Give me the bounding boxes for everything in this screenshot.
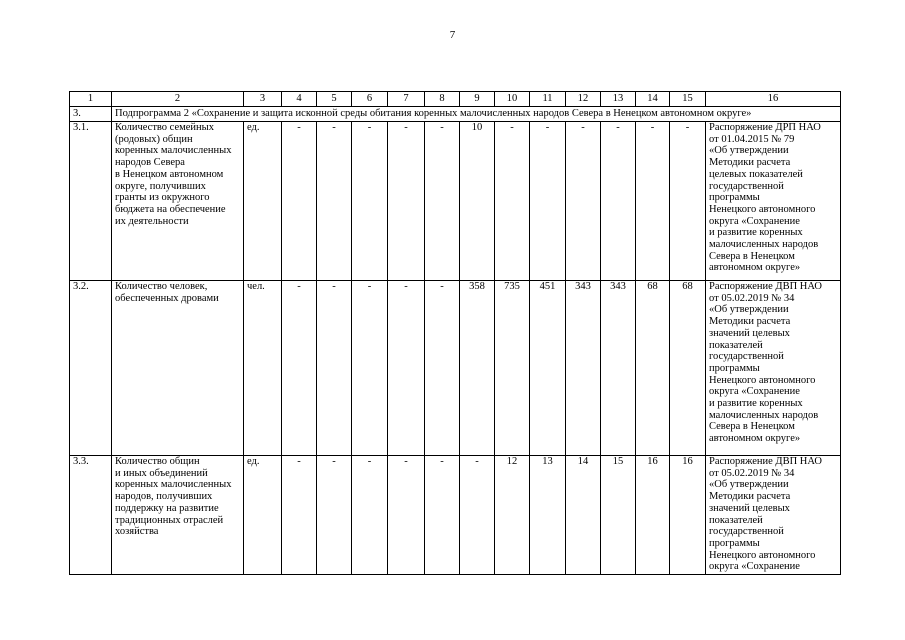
indicator-name-line: бюджета на обеспечение [115, 203, 226, 215]
indicator-name-line: в Ненецком автономном [115, 168, 224, 180]
source-line: значений целевых [709, 502, 790, 514]
indicator-row [70, 456, 841, 575]
value-cell: - [282, 281, 317, 456]
source-line: значений целевых [709, 327, 790, 339]
value-cell: - [352, 122, 388, 281]
source-line: Методики расчета [709, 316, 791, 328]
value-cell: - [566, 122, 601, 281]
value-cell: - [530, 122, 566, 281]
value-cell: 68 [670, 281, 706, 456]
source-document [706, 456, 841, 575]
row-number: 3.3. [70, 456, 112, 575]
indicator-name-line: традиционных отраслей [115, 514, 224, 526]
source-line: от 05.02.2019 № 34 [709, 292, 795, 304]
indicator-name-line: Количество человек, [115, 281, 208, 292]
column-header: 14 [636, 92, 670, 107]
source-line: Распоряжение ДВП НАО [709, 456, 823, 467]
indicator-name-line: Количество семейных [115, 122, 214, 133]
indicator-row [70, 122, 841, 281]
indicator-name [112, 281, 244, 456]
source-document [706, 122, 841, 281]
column-header-row [70, 92, 841, 107]
source-line: Методики расчета [709, 157, 791, 169]
value-cell: 12 [495, 456, 530, 575]
value-cell: 68 [636, 281, 670, 456]
source-document [706, 281, 841, 456]
value-cell: 16 [670, 456, 706, 575]
value-cell: - [282, 456, 317, 575]
source-line: Ненецкого автономного [709, 374, 816, 386]
source-line: Методики расчета [709, 491, 791, 503]
value-cell: - [282, 122, 317, 281]
indicator-name-line: и иных объединений [115, 467, 208, 479]
source-line: Севера в Ненецком [709, 421, 795, 433]
value-cell: - [317, 281, 352, 456]
indicator-name-line: народов Севера [115, 157, 185, 169]
column-header: 12 [566, 92, 601, 107]
source-line: государственной [709, 526, 784, 538]
indicator-name-line: округе, получивших [115, 180, 206, 192]
source-line: программы [709, 362, 760, 374]
indicators-table [69, 91, 841, 575]
source-line: «Об утверждении [709, 304, 789, 316]
value-cell: - [495, 122, 530, 281]
indicator-name [112, 122, 244, 281]
value-cell: 14 [566, 456, 601, 575]
source-line: округа «Сохранение [709, 386, 800, 398]
source-line: автономном округе» [709, 262, 801, 274]
source-line: округа «Сохранение [709, 561, 800, 573]
source-line: от 01.04.2015 № 79 [709, 133, 795, 145]
source-line: показателей [709, 514, 763, 526]
value-cell: - [388, 456, 425, 575]
table-body [70, 92, 841, 575]
source-line: «Об утверждении [709, 145, 789, 157]
value-cell: 10 [460, 122, 495, 281]
value-cell: 13 [530, 456, 566, 575]
subprogram-title: Подпрограмма 2 «Сохранение и защита исконной среды обитания коренных малочисленных народов Севера в Ненецком автономном округе» [112, 107, 841, 122]
source-line: и развитие коренных [709, 398, 803, 410]
source-line: «Об утверждении [709, 479, 789, 491]
column-header: 9 [460, 92, 495, 107]
source-line: государственной [709, 180, 784, 192]
source-line: Распоряжение ДВП НАО [709, 281, 823, 292]
row-number: 3.1. [70, 122, 112, 281]
indicator-name-line: поддержку на развитие [115, 502, 219, 514]
source-line: от 05.02.2019 № 34 [709, 467, 795, 479]
source-line: малочисленных народов [709, 409, 819, 421]
indicator-name-line: коренных малочисленных [115, 145, 232, 157]
column-header: 13 [601, 92, 636, 107]
source-line: малочисленных народов [709, 239, 819, 251]
value-cell: 343 [566, 281, 601, 456]
value-cell: - [670, 122, 706, 281]
indicator-name-line: коренных малочисленных [115, 479, 232, 491]
value-cell: 451 [530, 281, 566, 456]
column-header: 7 [388, 92, 425, 107]
value-cell: - [317, 456, 352, 575]
value-cell: 343 [601, 281, 636, 456]
source-line: и развитие коренных [709, 227, 803, 239]
value-cell: 735 [495, 281, 530, 456]
indicator-name-line: (родовых) общин [115, 133, 193, 145]
indicator-name-line: народов, получивших [115, 491, 213, 503]
unit-cell: ед. [244, 456, 282, 575]
value-cell: - [425, 281, 460, 456]
value-cell: - [317, 122, 352, 281]
column-header: 16 [706, 92, 841, 107]
indicator-name-line: их деятельности [115, 215, 189, 227]
unit-cell: ед. [244, 122, 282, 281]
value-cell: - [460, 456, 495, 575]
column-header: 3 [244, 92, 282, 107]
value-cell: - [388, 122, 425, 281]
column-header: 6 [352, 92, 388, 107]
value-cell: - [425, 122, 460, 281]
column-header: 2 [112, 92, 244, 107]
indicator-name-line: Количество общин [115, 456, 200, 467]
column-header: 15 [670, 92, 706, 107]
indicator-name-line: хозяйства [115, 526, 159, 538]
column-header: 5 [317, 92, 352, 107]
value-cell: 15 [601, 456, 636, 575]
value-cell: - [636, 122, 670, 281]
source-line: округа «Сохранение [709, 215, 800, 227]
source-line: целевых показателей [709, 168, 803, 180]
value-cell: - [388, 281, 425, 456]
value-cell: - [352, 281, 388, 456]
indicator-name-line: обеспеченных дровами [115, 292, 219, 304]
value-cell: - [425, 456, 460, 575]
indicator-row [70, 281, 841, 456]
indicator-name-line: гранты из окружного [115, 192, 210, 204]
column-header: 8 [425, 92, 460, 107]
column-header: 4 [282, 92, 317, 107]
row-number: 3.2. [70, 281, 112, 456]
indicator-name [112, 456, 244, 575]
subprogram-number: 3. [70, 107, 112, 122]
value-cell: 358 [460, 281, 495, 456]
value-cell: - [601, 122, 636, 281]
column-header: 10 [495, 92, 530, 107]
source-line: государственной [709, 351, 784, 363]
subprogram-row [70, 107, 841, 122]
source-line: программы [709, 537, 760, 549]
source-line: Распоряжение ДРП НАО [709, 122, 821, 133]
source-line: Ненецкого автономного [709, 549, 816, 561]
column-header: 1 [70, 92, 112, 107]
value-cell: 16 [636, 456, 670, 575]
source-line: Севера в Ненецком [709, 250, 795, 262]
source-line: Ненецкого автономного [709, 203, 816, 215]
value-cell: - [352, 456, 388, 575]
unit-cell: чел. [244, 281, 282, 456]
source-line: показателей [709, 339, 763, 351]
source-line: программы [709, 192, 760, 204]
page-number: 7 [449, 29, 456, 41]
source-line: автономном округе» [709, 433, 801, 445]
column-header: 11 [530, 92, 566, 107]
